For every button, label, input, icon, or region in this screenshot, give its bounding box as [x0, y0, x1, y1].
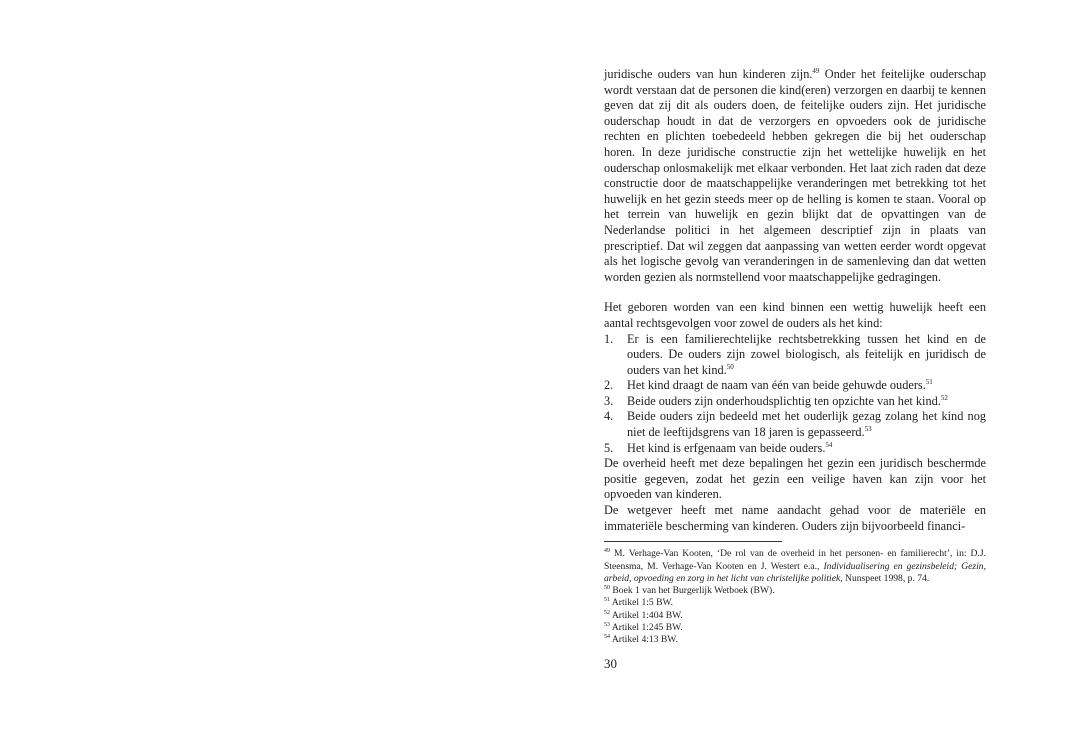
footnote-number: 51 — [604, 597, 610, 604]
footnote-number: 54 — [604, 634, 610, 641]
footnote-number: 49 — [604, 548, 610, 555]
footnote-number: 50 — [604, 585, 610, 592]
footnote-text: Artikel 1:5 BW. — [610, 597, 674, 609]
list-number: 3. — [604, 393, 614, 408]
list-number: 4. — [604, 409, 614, 424]
footnote-53 — [604, 622, 986, 634]
body-paragraph-4: De wetgever heeft met name aandacht gehad voor de materiële en immateriële bescherming van kinderen. Ouders zijn bijvoorbeeld financi- — [604, 503, 986, 533]
body-paragraph-2: Het geboren worden van een kind binnen een wettig huwelijk heeft een aantal rechtsgevolgen voor zowel de ouders als het kind: — [604, 300, 986, 330]
list-number: 1. — [604, 331, 614, 346]
paragraph-text: Onder het feitelijke ouderschap wordt verstaan dat de personen die kind(eren) verzorgen en daarbij te kennen geven dat zij dit als ouders doen, de feitelijke ouders zijn. Het juridische ouderschap houdt in dat de verzorgers en opvoeders ook de juridische rechten en plichten toebedeeld hebben gekregen die bij het ouderschap horen. In deze juridische constructie zijn het wettelijke huwelijk en het ouderschap onlosmakelijk met elkaar verbonden. Het laat zich raden dat deze constructie door de maatschappelijke veranderingen met betrekking tot het huwelijk en het gezin steeds meer op de helling is komen te staan. Vooral op het terrein van huwelijk en gezin blijkt dat de opvattingen van de Nederlandse politici in het algemeen descriptief zijn in plaats van prescriptief. Dat wil zeggen dat aanpassing van wetten eerder wordt opgevat als het logische gevolg van veranderingen in de samenleving dan dat wetten worden gezien als normstellend voor maatschappelijke gedragingen. — [604, 67, 986, 284]
footnote-ref[interactable]: 54 — [825, 440, 833, 449]
footnote-text: Artikel 1:404 BW. — [610, 609, 683, 621]
page-text-column — [604, 67, 986, 672]
list-item — [604, 332, 986, 379]
list-item — [604, 409, 986, 440]
list-item — [604, 378, 986, 394]
footnote-text: M. Verhage-Van Kooten, ‘De rol van de overheid in het personen- en familierecht’, in: D.J. Steensma, M. Verhage-Van Kooten en J. Westert e.a., — [604, 548, 986, 572]
footnote-text: Boek 1 van het Burgerlijk Wetboek (BW). — [610, 585, 775, 597]
footnote-text: Artikel 4:13 BW. — [610, 634, 678, 646]
footnote-ref[interactable]: 49 — [812, 67, 820, 75]
body-paragraph-3: De overheid heeft met deze bepalingen het gezin een juridisch beschermde positie gegeven, zodat het gezin een veilige haven kan zijn voor het opvoeden van kinderen. — [604, 456, 986, 502]
footnote-ref[interactable]: 53 — [864, 425, 872, 434]
footnote-50 — [604, 585, 986, 597]
footnote-number: 52 — [604, 609, 610, 616]
list-item-text: Het kind draagt de naam van één van beide gehuwde ouders. — [627, 378, 926, 393]
footnote-54 — [604, 634, 986, 646]
consequences-list — [604, 332, 986, 457]
list-item-text: Beide ouders zijn onderhoudsplichtig ten opzichte van het kind. — [627, 393, 941, 408]
footnotes — [604, 548, 986, 646]
list-item-text: Het kind is erfgenaam van beide ouders. — [627, 440, 826, 455]
footnote-book-title: Individualisering en gezinsbeleid; Gezin, arbeid, opvoeding en zorg in het licht van christelijke politiek, — [604, 560, 986, 584]
footnote-ref[interactable]: 51 — [925, 378, 933, 387]
list-item — [604, 441, 986, 457]
footnote-49 — [604, 548, 986, 585]
list-item-text: Beide ouders zijn bedeeld met het ouderlijk gezag zolang het kind nog niet de leeftijdsgrens van 18 jaren is gepasseerd. — [627, 409, 986, 440]
list-item — [604, 394, 986, 410]
list-number: 2. — [604, 378, 614, 393]
body-paragraph-1 — [604, 67, 986, 285]
footnote-text: Artikel 1:245 BW. — [610, 622, 683, 633]
list-item-text: Er is een familierechtelijke rechtsbetrekking tussen het kind en de ouders. De ouders zijn zowel biologisch, als feitelijk en juridisch de ouders van het kind. — [627, 331, 986, 377]
list-number: 5. — [604, 440, 614, 455]
footnote-divider — [604, 541, 782, 542]
page-number: 30 — [604, 655, 617, 671]
footnote-number: 53 — [604, 622, 610, 628]
footnote-52 — [604, 610, 986, 622]
footnote-ref[interactable]: 52 — [940, 393, 948, 402]
footnote-text: Nunspeet 1998, p. 74. — [842, 572, 930, 584]
footnote-51 — [604, 597, 986, 609]
footnote-ref[interactable]: 50 — [726, 362, 734, 371]
paragraph-text: juridische ouders van hun kinderen zijn. — [604, 67, 813, 81]
